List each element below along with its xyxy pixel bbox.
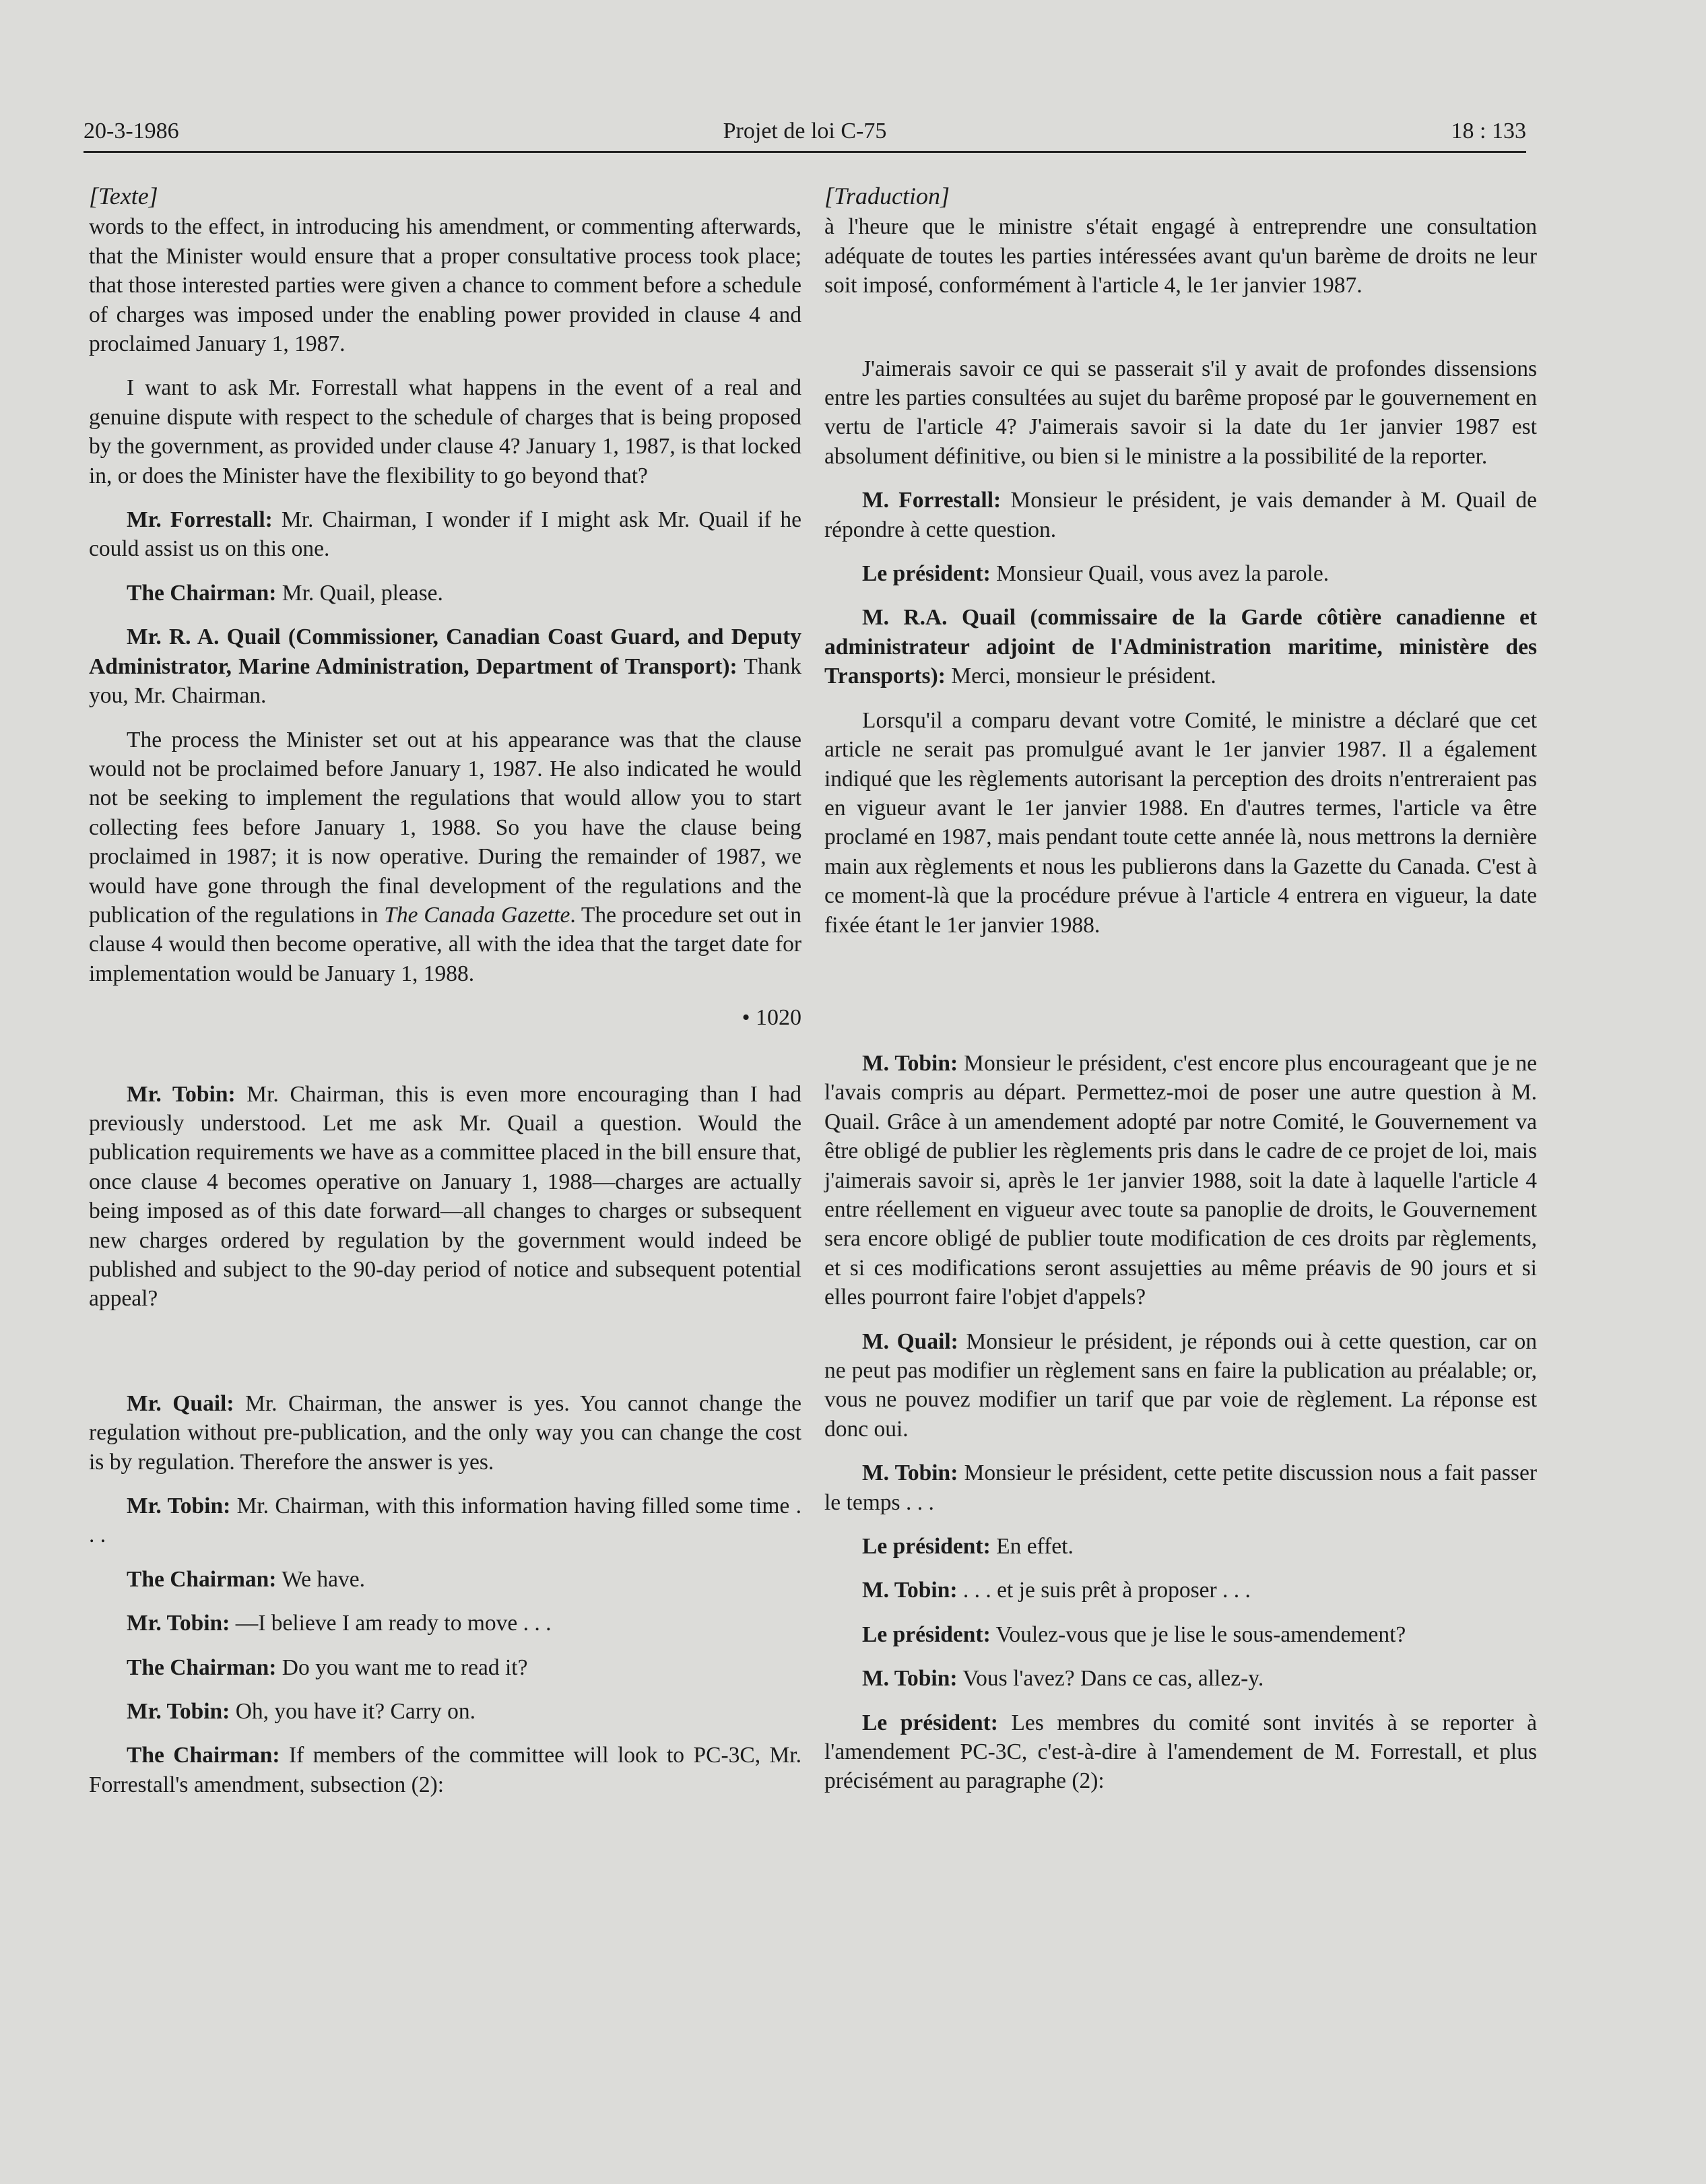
paragraph: J'aimerais savoir ce qui se passerait s'il y avait de profondes dissensions entre les parties consultées au sujet du barême proposé par le gouvernement en vertu de l'article 4? J'aimerais savoir si la date du 1er janvier 1987 est absolument définitive, ou bien si le ministre a la possibilité de la reporter. bbox=[824, 356, 1537, 469]
header-date: 20-3-1986 bbox=[84, 119, 179, 143]
paragraph: Mr. Forrestall: Mr. Chairman, I wonder if I might ask Mr. Quail if he could assist us on this one. bbox=[89, 507, 802, 562]
speaker-name: Mr. Tobin: bbox=[127, 1081, 236, 1107]
paragraph: M. Quail: Monsieur le président, je réponds oui à cette question, car on ne peut pas modifier un règlement sans en faire la publication au préalable; or, vous ne pouvez modifier un tarif que par voie de règlement. La réponse est donc oui. bbox=[824, 1328, 1537, 1442]
paragraph: words to the effect, in introducing his amendment, or commenting afterwards, that the Minister would ensure that a proper consultative process took place; that those interested parties were given a chance to comment before a schedule of charges was imposed under the enabling power provided in clause 4 and proclaimed January 1, 1987. bbox=[89, 214, 801, 357]
paragraph: à l'heure que le ministre s'était engagé à entreprendre une consultation adéquate de toutes les parties intéressées avant qu'un barème de droits ne leur soit imposé, conformément à l'article 4, le 1er janvier 1987. bbox=[824, 214, 1537, 298]
paragraph: The Chairman: If members of the committee will look to PC-3C, Mr. Forrestall's amendment, subsection (2): bbox=[89, 1743, 801, 1797]
paragraph: M. Forrestall: Monsieur le président, je vais demander à M. Quail de répondre à cette question. bbox=[824, 488, 1537, 542]
paragraph: Mr. R. A. Quail (Commissioner, Canadian Coast Guard, and Deputy Administrator, Marine Administration, Department of Transport): Thank you, Mr. Chairman. bbox=[89, 624, 801, 709]
english-column bbox=[89, 182, 801, 1814]
speaker-name: The Chairman: bbox=[127, 1566, 277, 1592]
speaker-name: Le président: bbox=[862, 1621, 991, 1647]
speaker-name: M. Quail: bbox=[862, 1328, 958, 1354]
speaker-name: The Chairman: bbox=[127, 580, 277, 606]
speaker-name: Mr. Quail: bbox=[127, 1390, 234, 1416]
paragraph: The Chairman: We have. bbox=[127, 1566, 365, 1592]
paragraph: I want to ask Mr. Forrestall what happens in the event of a real and genuine dispute with respect to the schedule of charges that is being proposed by the government, as provided under clause 4? January 1, 1987, is that locked in, or does the Minister have the flexibility to go beyond that? bbox=[89, 375, 801, 488]
speaker-name: M. Tobin: bbox=[862, 1050, 958, 1076]
paragraph: Le président: En effet. bbox=[862, 1534, 1074, 1560]
speaker-name: M. Tobin: bbox=[862, 1666, 958, 1692]
speaker-name: M. Forrestall: bbox=[862, 488, 1002, 513]
speaker-name: Mr. Tobin: bbox=[127, 1699, 230, 1725]
paragraph: Mr. Tobin: Mr. Chairman, with this information having filled some time . . . bbox=[89, 1494, 801, 1548]
header-page-number: 18 : 133 bbox=[1451, 119, 1526, 143]
speaker-name: Mr. R. A. Quail (Commissioner, Canadian Coast Guard, and Deputy Administrator, Marine Administration, Department of Transport): bbox=[89, 624, 801, 679]
paragraph: Mr. Tobin: Oh, you have it? Carry on. bbox=[127, 1699, 476, 1725]
speaker-name: The Chairman: bbox=[127, 1655, 277, 1680]
paragraph: M. Tobin: Monsieur le président, cette petite discussion nous a fait passer le temps . . . bbox=[824, 1460, 1537, 1515]
paragraph: The Chairman: Mr. Quail, please. bbox=[127, 580, 443, 606]
paragraph: Mr. Quail: Mr. Chairman, the answer is yes. You cannot change the regulation without pre-publication, and the only way you can change the cost is by regulation. Therefore the answer is yes. bbox=[89, 1390, 801, 1475]
speaker-name: M. Tobin: bbox=[862, 1460, 958, 1486]
paragraph: Le président: Voulez-vous que je lise le sous-amendement? bbox=[862, 1621, 1406, 1647]
speaker-name: Mr. Forrestall: bbox=[127, 507, 273, 533]
speaker-name: Le président: bbox=[862, 561, 991, 587]
speaker-name: Mr. Tobin: bbox=[127, 1494, 231, 1519]
paragraph: The Chairman: Do you want me to read it? bbox=[127, 1655, 528, 1680]
paragraph: M. R.A. Quail (commissaire de la Garde côtière canadienne et administrateur adjoint de l'Administration maritime, ministère des Transports): Merci, monsieur le président. bbox=[824, 605, 1537, 689]
paragraph: M. Tobin: Monsieur le président, c'est encore plus encourageant que je ne l'avais compris au départ. Permettez-moi de poser une autre question à M. Quail. Grâce à un amendement adopté par notre Comité, le Gouvernement va être obligé de publier les règlements pris dans le cadre de ce projet de loi, mais j'aimerais savoir si, après le 1er janvier 1988, soit la date à laquelle l'article 4 entre réellement en vigueur avec toute sa panoplie de droits, le Gouvernement sera encore obligé de publier toute modification de ces droits par règlements, et si ces modifications seront assujetties au même préavis de 90 jours et si elles pourront faire l'objet d'appels? bbox=[824, 1050, 1537, 1310]
header-title: Projet de loi C-75 bbox=[723, 119, 887, 143]
paragraph: Le président: Monsieur Quail, vous avez la parole. bbox=[862, 561, 1330, 587]
section-label-texte: [Texte] bbox=[89, 183, 158, 210]
paragraph: Lorsqu'il a comparu devant votre Comité, le ministre a déclaré que cet article ne serait pas promulgué avant le 1er janvier 1987. Il a également indiqué que les règlements autorisant la perception des droits n'entreraient pas en vigueur avant le 1er janvier 1988. En d'autres termes, l'article va être proclamé en 1987, mais pendant toute cette année là, nous mettrons la dernière main aux règlements et nous les publierons dans la Gazette du Canada. C'est à ce moment-là que la procédure prévue à l'article 4 entrera en vigueur, la date fixée étant le 1er janvier 1988. bbox=[824, 707, 1537, 938]
speaker-name: Mr. Tobin: bbox=[127, 1611, 230, 1636]
page-header bbox=[84, 108, 1526, 153]
time-marker: • 1020 bbox=[742, 1005, 801, 1031]
paragraph: M. Tobin: Vous l'avez? Dans ce cas, allez-y. bbox=[862, 1666, 1264, 1692]
paragraph: Mr. Tobin: Mr. Chairman, this is even more encouraging than I had previously understood. Let me ask Mr. Quail a question. Would the publication requirements we have as a committee placed in the bill ensure that, once clause 4 becomes operative on January 1, 1988—charges are actually being imposed as of this date forward—all changes to charges or subsequent new charges ordered by regulation by the government would indeed be published and subject to the 90-day period of notice and subsequent potential appeal? bbox=[89, 1081, 801, 1312]
french-column bbox=[824, 182, 1537, 1811]
speaker-name: Le président: bbox=[862, 1710, 998, 1735]
section-label-traduction: [Traduction] bbox=[824, 183, 950, 210]
paragraph: Mr. Tobin: —I believe I am ready to move . . . bbox=[127, 1611, 552, 1636]
paragraph: M. Tobin: . . . et je suis prêt à proposer . . . bbox=[862, 1578, 1251, 1603]
paragraph: Le président: Les membres du comité sont invités à se reporter à l'amendement PC-3C, c'est-à-dire à l'amendement de M. Forrestall, et plus précisément au paragraphe (2): bbox=[824, 1710, 1538, 1794]
speaker-name: The Chairman: bbox=[127, 1743, 280, 1768]
speaker-name: Le président: bbox=[862, 1534, 991, 1560]
publication-title: The Canada Gazette bbox=[384, 902, 570, 928]
speaker-name: M. Tobin: bbox=[862, 1578, 958, 1603]
paragraph: The process the Minister set out at his appearance was that the clause would not be proclaimed before January 1, 1987. He also indicated he would not be seeking to implement the regulations that would allow you to start collecting fees before January 1, 1988. So you have the clause being proclaimed in 1987; it is now operative. During the remainder of 1987, we would have gone through the final development of the regulations and the publication of the regulations in The Canada Gazette. The procedure set out in clause 4 would then become operative, all with the idea that the target date for implementation would be January 1, 1988. bbox=[89, 727, 801, 986]
speaker-name: M. R.A. Quail (commissaire de la Garde côtière canadienne et administrateur adjoint de l'Administration maritime, ministère des Transports): bbox=[824, 605, 1537, 689]
